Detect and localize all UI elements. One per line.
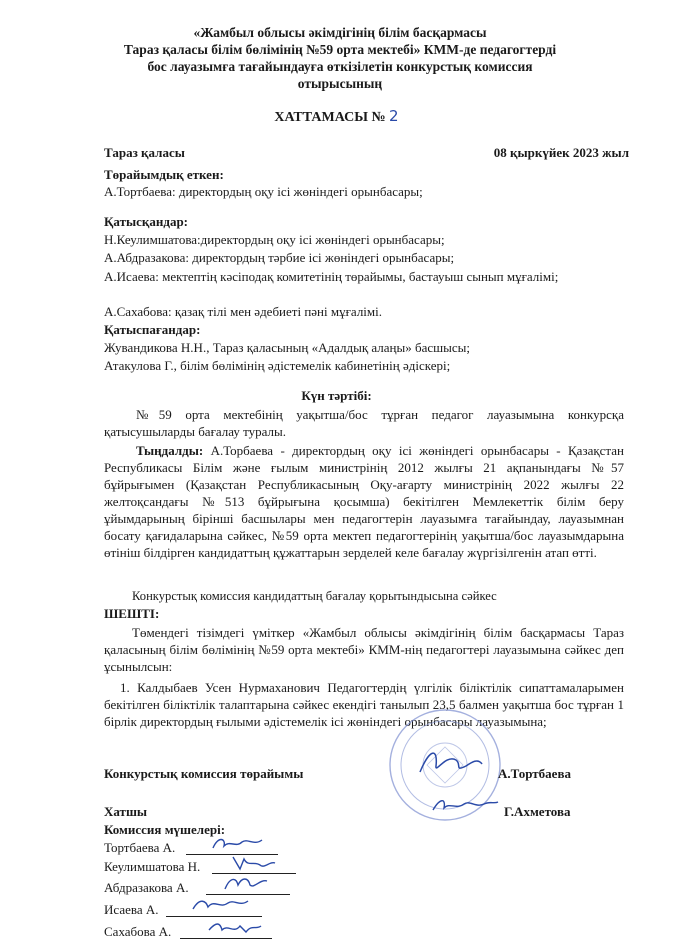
decision-text (104, 624, 624, 675)
member-5: Сахабова А. (104, 924, 172, 939)
protocol-label: ХАТТАМАСЫ № (274, 110, 386, 125)
member-5-signature-icon (206, 916, 264, 940)
secretary-signature-icon (430, 792, 500, 818)
member-3: Абдразакова А. (104, 880, 189, 895)
member-4-signature-icon (190, 893, 252, 917)
date: 08 қыркүйек 2023 жыл (493, 145, 629, 160)
participant-1: Н.Кеулимшатова:директордың оқу ісі жөніндегі орынбасары; (104, 232, 445, 247)
protocol-title (0, 107, 673, 126)
hearing-text: А.Торбаева - директордың оқу ісі жөніндегі орынбасары - Қазақстан Республикасы Білім және ғылым министрінің 2012 жылғы 21 ақпанындағы №57 бұйрығымен (Қазақстан Республикасының Оқу-ағарту министрінің 2022 жылғы 22 желтоқсандағы №513 бұйрығына қосымша) бекітілген Мемлекеттік білім беру ұйымдарының бірінші басшылары мен педагогтерін лауазымға тағайындау, лауазымнан босату қағидаларына сәйкес, №59 орта мектеп педагогтерінің уақытша/бос лауазымдарына өтініш білдірген кандидаттың құжаттарын зерделей келе бағалау жүргізілгенін атап өтті. (104, 443, 624, 560)
header-line-4: отырысының (297, 76, 383, 91)
hearing-label: Тыңдалды: (136, 443, 204, 458)
agenda-heading: Күн тәртібі: (301, 388, 372, 403)
participant-4: А.Сахабова: қазақ тілі мен әдебиеті пәні мұғалімі. (104, 304, 383, 319)
hearing-paragraph (104, 442, 624, 561)
header-line-3: бос лауазымға тағайындауға өткізілетін конкурстық комиссия (147, 59, 533, 74)
chair-signature-label: Конкурстық комиссия төрайымы (104, 766, 304, 781)
member-1: Тортбаева А. (104, 840, 176, 855)
decision-text-body: Төмендегі тізімдегі үміткер «Жамбыл облысы әкімдігінің білім басқармасы Тараз қаласының білім бөлімінің №59 орта мектебі» КММ-нің педагогтері лауазымына сәйкес деп ұсынылсын: (104, 625, 624, 674)
header-line-1: «Жамбыл облысы әкімдігінің білім басқармасы (193, 25, 487, 40)
participant-2: А.Абдразакова: директордың тәрбие ісі жөніндегі орынбасары; (104, 250, 455, 265)
participant-3 (104, 268, 624, 285)
secretary-label: Хатшы (104, 804, 148, 819)
members-heading: Комиссия мүшелері: (104, 822, 226, 837)
decision-item-text: Калдыбаев Усен Нурмаханович Педагогтердің үлгілік біліктілік сипаттамаларымен бекітілген біліктілік талаптарына сәйкес екендігі танылып 23,5 балмен уақытша бос тұрған 1 бірлік директордың ғылыми әдістемелік ісі жөніндегі орынбасары лауазымына; (104, 680, 624, 729)
agenda-item (104, 406, 624, 440)
decision-item-number: 1. (120, 680, 130, 695)
absent-2: Атакулова Г., білім бөлімінің әдістемелік кабинетінің әдіскері; (104, 358, 451, 373)
secretary-name: Г.Ахметова (504, 804, 571, 819)
absent-heading: Қатыспағандар: (104, 322, 201, 337)
header-line-2: Тараз қаласы білім бөлімінің №59 орта мектебі» КММ-де педагогтерді (123, 42, 557, 57)
member-4: Исаева А. (104, 902, 159, 917)
participants-heading: Қатысқандар: (104, 214, 189, 229)
member-2: Кеулимшатова Н. (104, 859, 201, 874)
member-3-signature-icon (222, 871, 270, 895)
chair-signature-name: А.Тортбаева (498, 766, 571, 781)
decision-intro-text: Конкурстық комиссия кандидаттың бағалау қорытындысына сәйкес (132, 589, 497, 603)
decision-label: ШЕШТІ: (104, 606, 160, 621)
chair-signature-icon (416, 744, 486, 780)
decision-item (104, 679, 624, 730)
protocol-number: 2 (389, 107, 399, 125)
city: Тараз қаласы (104, 145, 185, 160)
decision-intro (104, 588, 624, 605)
participant-3-text: А.Исаева: мектептің кәсіподақ комитетінің төрайымы, бастауыш сынып мұғалімі; (104, 269, 559, 284)
absent-1: Жувандикова Н.Н., Тараз қаласының «Адалдық алаңы» басшысы; (104, 340, 470, 355)
agenda-item-text: №59 орта мектебінің уақытша/бос тұрған педагог лауазымына конкурсқа қатысушыларды бағалау туралы. (104, 407, 624, 439)
chair-heading: Төрайымдық еткен: (104, 167, 224, 182)
chair-person: А.Тортбаева: директордың оқу ісі жөніндегі орынбасары; (104, 184, 423, 199)
